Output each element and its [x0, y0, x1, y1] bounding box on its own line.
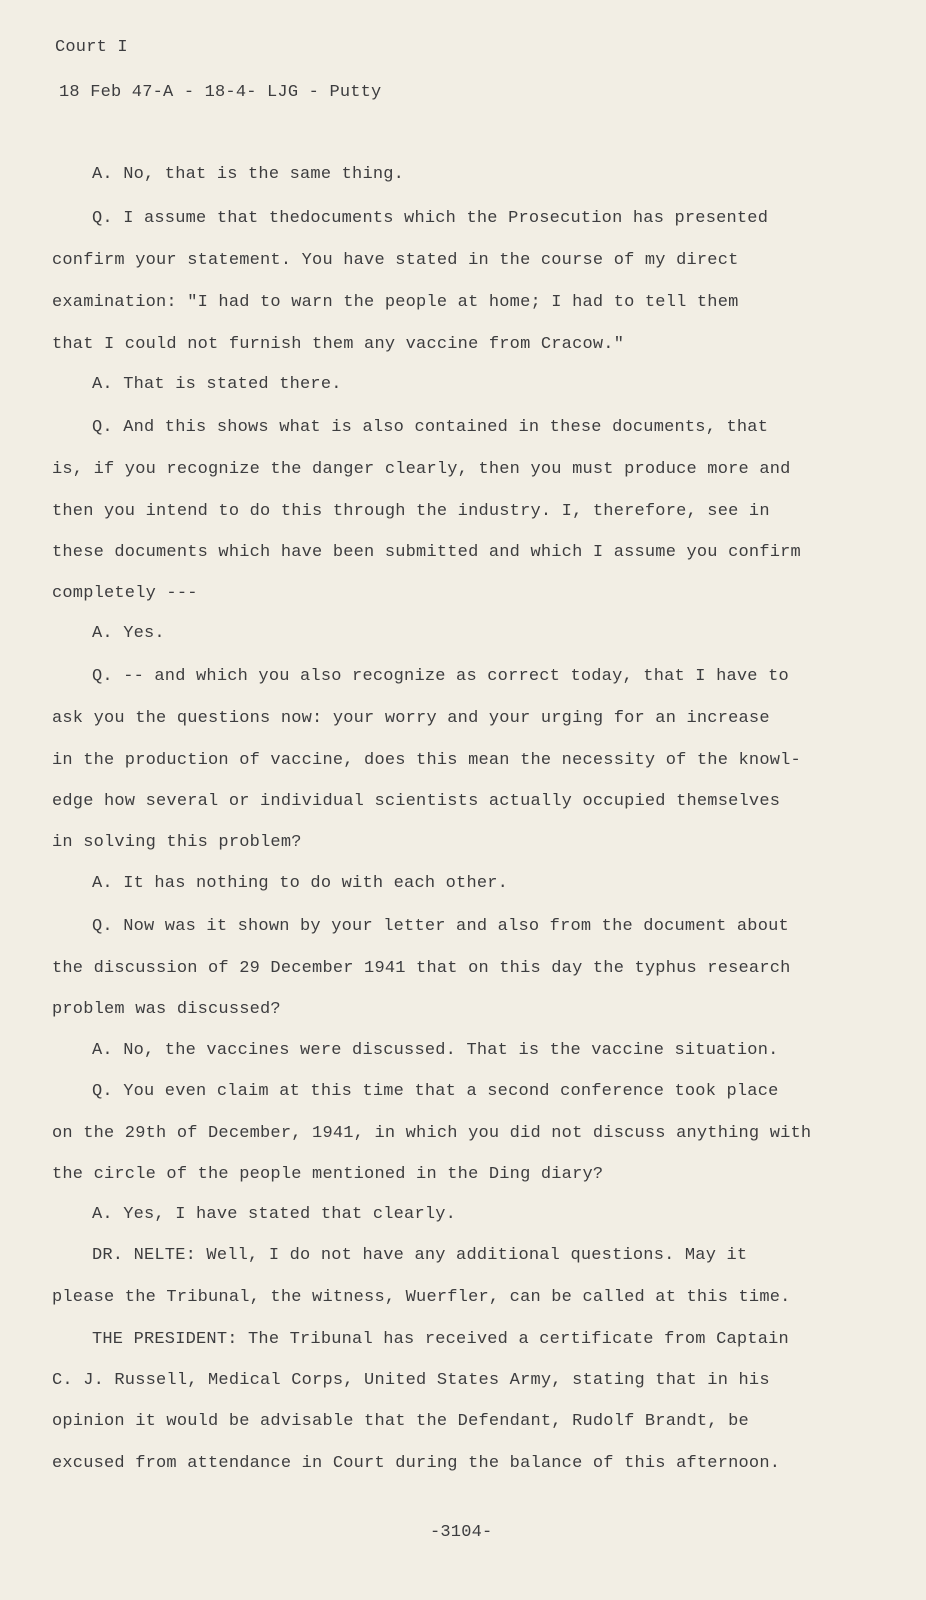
transcript-line: the discussion of 29 December 1941 that on this day the typhus research [52, 959, 791, 978]
transcript-line: then you intend to do this through the industry. I, therefore, see in [52, 502, 770, 521]
transcript-line: A. It has nothing to do with each other. [92, 874, 509, 893]
transcript-line: in the production of vaccine, does this mean the necessity of the knowl- [52, 751, 801, 770]
transcript-line: edge how several or individual scientists actually occupied themselves [52, 792, 781, 811]
transcript-line: THE PRESIDENT: The Tribunal has received a certificate from Captain [92, 1330, 789, 1349]
page-number: -3104- [430, 1523, 493, 1542]
transcript-line: problem was discussed? [52, 1000, 281, 1019]
session-reference: 18 Feb 47-A - 18-4- LJG - Putty [59, 83, 382, 102]
transcript-line: examination: "I had to warn the people at home; I had to tell them [52, 293, 739, 312]
transcript-line: excused from attendance in Court during the balance of this afternoon. [52, 1454, 781, 1473]
transcript-line: DR. NELTE: Well, I do not have any additional questions. May it [92, 1246, 748, 1265]
transcript-line: A. No, that is the same thing. [92, 165, 405, 184]
transcript-line: A. Yes. [92, 624, 165, 643]
transcript-line: that I could not furnish them any vaccine from Cracow." [52, 335, 625, 354]
transcript-line: A. Yes, I have stated that clearly. [92, 1205, 457, 1224]
transcript-line: completely --- [52, 584, 198, 603]
transcript-line: confirm your statement. You have stated in the course of my direct [52, 251, 739, 270]
transcript-line: A. That is stated there. [92, 375, 342, 394]
transcript-line: Q. You even claim at this time that a second conference took place [92, 1082, 779, 1101]
transcript-line: in solving this problem? [52, 833, 302, 852]
transcript-line: on the 29th of December, 1941, in which you did not discuss anything with [52, 1124, 812, 1143]
transcript-line: please the Tribunal, the witness, Wuerfler, can be called at this time. [52, 1288, 791, 1307]
transcript-line: opinion it would be advisable that the Defendant, Rudolf Brandt, be [52, 1412, 749, 1431]
transcript-line: these documents which have been submitted and which I assume you confirm [52, 543, 801, 562]
transcript-line: Q. I assume that thedocuments which the Prosecution has presented [92, 209, 769, 228]
transcript-line: ask you the questions now: your worry and your urging for an increase [52, 709, 770, 728]
transcript-line: Q. -- and which you also recognize as correct today, that I have to [92, 667, 789, 686]
transcript-line: is, if you recognize the danger clearly, then you must produce more and [52, 460, 791, 479]
transcript-line: A. No, the vaccines were discussed. That is the vaccine situation. [92, 1041, 779, 1060]
court-label: Court I [55, 38, 128, 57]
transcript-line: C. J. Russell, Medical Corps, United States Army, stating that in his [52, 1371, 770, 1390]
transcript-line: the circle of the people mentioned in the Ding diary? [52, 1165, 604, 1184]
transcript-line: Q. And this shows what is also contained in these documents, that [92, 418, 769, 437]
transcript-line: Q. Now was it shown by your letter and also from the document about [92, 917, 789, 936]
